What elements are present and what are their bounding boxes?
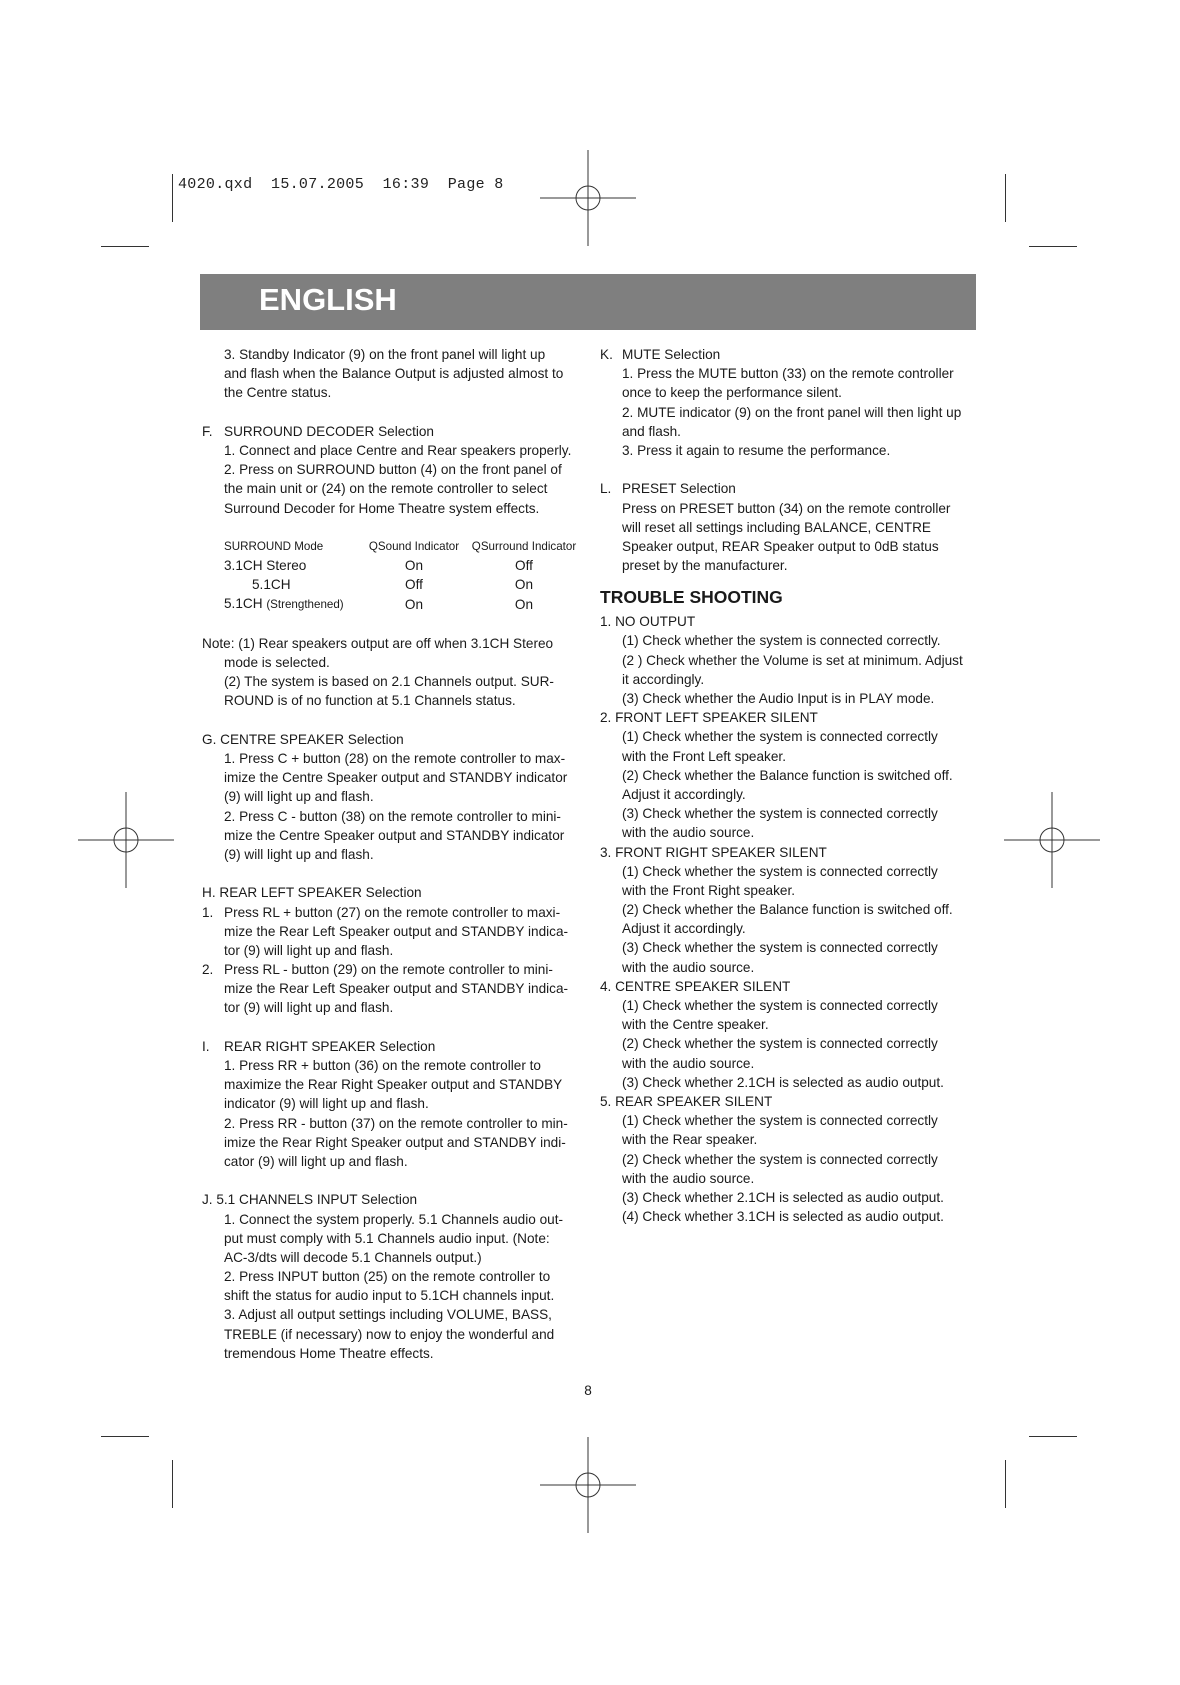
text-line: (3) Check whether the system is connected correctly: [622, 806, 938, 822]
text-line: the Centre status.: [224, 385, 332, 401]
item-title: 4. CENTRE SPEAKER SILENT: [600, 978, 791, 994]
mode-cell: [224, 575, 364, 594]
banner-title: ENGLISH: [259, 282, 397, 317]
text-line: tor (9) will light up and flash.: [224, 1000, 394, 1016]
text-line: AC-3/dts will decode 5.1 Channels output.): [224, 1249, 482, 1265]
crop-mark: [101, 1436, 149, 1437]
text-line: 1. Press the MUTE button (33) on the remote controller: [622, 366, 954, 382]
qsound-cell: Off: [405, 577, 423, 593]
text-line: once to keep the performance silent.: [622, 385, 842, 401]
text-line: with the Centre speaker.: [622, 1017, 769, 1033]
qsound-cell: On: [404, 558, 424, 574]
item-title: 3. FRONT RIGHT SPEAKER SILENT: [600, 844, 827, 860]
text-line: (1) Check whether the system is connected correctly: [622, 998, 938, 1013]
mode-name: 5.1CH: [252, 577, 291, 593]
text-line: imize the Centre Speaker output and STANDBY indicator: [224, 770, 568, 786]
text-line: (2) Check whether the system is connected correctly: [622, 1151, 938, 1167]
crop-mark: [1005, 174, 1006, 222]
text-line: (2) Check whether the system is connected correctly: [622, 1036, 938, 1052]
text-line: put must comply with 5.1 Channels audio input. (Note:: [224, 1230, 550, 1246]
text-line: 2. Press C - button (38) on the remote controller to mini-: [224, 808, 561, 824]
section-rear-right-speaker: [202, 1037, 584, 1171]
text-line: 1. Connect and place Centre and Rear speakers properly.: [224, 442, 572, 458]
item-title: 2. FRONT LEFT SPEAKER SILENT: [600, 710, 818, 726]
text-line: (3) Check whether the system is connected correctly: [622, 940, 938, 956]
text-line: 2. Press INPUT button (25) on the remote controller to: [224, 1269, 551, 1285]
table-row: [224, 556, 584, 575]
text-line: mize the Centre Speaker output and STANDBY indicator: [224, 827, 565, 843]
section-title: H. REAR LEFT SPEAKER Selection: [202, 885, 422, 901]
text-line: 2. Press on SURROUND button (4) on the front panel of: [224, 462, 562, 478]
section-channels-input: [202, 1190, 584, 1363]
text-line: (3) Check whether 2.1CH is selected as audio output.: [622, 1074, 944, 1090]
text-line: (3) Check whether 2.1CH is selected as audio output.: [622, 1189, 944, 1205]
standby-item: [202, 345, 584, 403]
troubleshooting-item: [600, 843, 980, 977]
crop-mark: [1029, 1436, 1077, 1437]
section-title: G. CENTRE SPEAKER Selection: [202, 731, 404, 747]
section-label: F.: [202, 423, 213, 439]
text-line: (1) Check whether the system is connected correctly.: [622, 633, 941, 649]
text-line: shift the status for audio input to 5.1CH channels input.: [224, 1288, 555, 1304]
crop-mark: [1005, 1460, 1006, 1508]
text-line: Adjust it accordingly.: [622, 786, 746, 802]
table-header-row: [224, 537, 584, 556]
item-title: 5. REAR SPEAKER SILENT: [600, 1093, 773, 1109]
text-line: mize the Rear Left Speaker output and STANDBY indica-: [224, 923, 569, 939]
crop-mark: [172, 1460, 173, 1508]
troubleshooting-item: [600, 977, 980, 1092]
text-line: and flash when the Balance Output is adjusted almost to: [224, 366, 564, 382]
text-line: (1) Check whether the system is connected correctly: [622, 729, 938, 745]
crop-mark: [101, 246, 149, 247]
text-line: (9) will light up and flash.: [224, 846, 374, 862]
text-line: with the audio source.: [622, 825, 755, 841]
column-header: QSound Indicator: [368, 539, 460, 553]
text-line: preset by the manufacturer.: [622, 558, 788, 574]
text-line: the main unit or (24) on the remote controller to select: [224, 481, 548, 497]
text-line: (2) Check whether the Balance function is switched off.: [622, 767, 953, 783]
qsurround-cell: On: [514, 596, 534, 612]
qsurround-cell: On: [514, 577, 534, 593]
section-surround-decoder: [202, 422, 584, 518]
text-line: maximize the Rear Right Speaker output and STANDBY: [224, 1077, 563, 1093]
text-line: with the audio source.: [622, 959, 755, 975]
text-line: Adjust it accordingly.: [622, 921, 746, 937]
text-line: imize the Rear Right Speaker output and STANDBY indi-: [224, 1134, 566, 1150]
text-line: (2 ) Check whether the Volume is set at minimum. Adjust: [622, 652, 963, 668]
text-line: with the audio source.: [622, 1170, 755, 1186]
text-line: (1) Check whether the system is connected correctly: [622, 1113, 938, 1129]
item-text: Press RL + button (27) on the remote controller to maxi-: [224, 904, 561, 920]
text-line: 2. Press RR - button (37) on the remote controller to min-: [224, 1115, 568, 1131]
text-line: 1. Connect the system properly. 5.1 Channels audio out-: [224, 1211, 564, 1227]
language-banner: [200, 274, 976, 330]
crop-mark: [1029, 246, 1077, 247]
column-header: QSurround Indicator: [471, 539, 577, 553]
text-line: ROUND is of no function at 5.1 Channels status.: [224, 693, 516, 709]
text-line: (2) Check whether the Balance function is switched off.: [622, 902, 953, 918]
text-line: with the Front Right speaker.: [622, 882, 796, 898]
registration-mark-icon: [540, 1437, 636, 1533]
text-line: TREBLE (if necessary) now to enjoy the wonderful and: [224, 1326, 555, 1342]
note-first-line: Note: (1) Rear speakers output are off when 3.1CH Stereo: [202, 635, 554, 651]
troubleshooting-section: [600, 583, 980, 1226]
mode-name: 3.1CH Stereo: [224, 558, 307, 574]
text-line: with the audio source.: [622, 1055, 755, 1071]
text-line: (3) Check whether the Audio Input is in PLAY mode.: [622, 691, 935, 706]
text-line: mize the Rear Left Speaker output and STANDBY indica-: [224, 981, 569, 997]
list-item: [202, 960, 584, 979]
text-line: tremendous Home Theatre effects.: [224, 1345, 434, 1361]
section-heading: [202, 422, 584, 441]
text-line: 1. Press RR + button (36) on the remote controller to: [224, 1058, 541, 1073]
text-line: 3. Press it again to resume the performance.: [622, 442, 891, 458]
troubleshooting-item: [600, 708, 980, 842]
section-heading: [600, 479, 980, 498]
registration-mark-icon: [78, 792, 174, 888]
text-line: with the Front Left speaker.: [622, 748, 786, 764]
item-number: 2.: [202, 962, 214, 978]
text-line: (9) will light up and flash.: [224, 789, 374, 805]
section-heading: [202, 1037, 584, 1056]
section-label: K.: [600, 347, 613, 362]
text-line: 3. Adjust all output settings including VOLUME, BASS,: [224, 1307, 552, 1323]
list-item: [202, 903, 584, 922]
section-rear-left-speaker: [202, 883, 584, 1017]
text-line: (1) Check whether the system is connected correctly: [622, 863, 938, 879]
text-line: 2. MUTE indicator (9) on the front panel will then light up: [622, 404, 962, 420]
section-title: J. 5.1 CHANNELS INPUT Selection: [202, 1192, 418, 1208]
mode-name: 5.1CH: [224, 596, 263, 612]
qsurround-cell: Off: [515, 558, 533, 574]
mode-cell: [224, 556, 364, 575]
section-title: MUTE Selection: [622, 347, 721, 362]
section-preset: [600, 479, 980, 575]
table-row: [224, 575, 584, 594]
text-line: Surround Decoder for Home Theatre system effects.: [224, 500, 540, 516]
file-slug: 4020.qxd 15.07.2005 16:39 Page 8: [178, 176, 504, 193]
text-line: mode is selected.: [224, 655, 330, 671]
qsound-cell: On: [404, 596, 424, 612]
left-column: [202, 345, 584, 1363]
mode-note: (Strengthened): [266, 598, 344, 612]
column-header: SURROUND Mode: [224, 539, 324, 553]
section-heading: [600, 345, 980, 364]
section-mute: [600, 345, 980, 460]
note-block: [202, 634, 584, 711]
text-line: with the Rear speaker.: [622, 1132, 758, 1148]
surround-mode-table: [224, 537, 584, 615]
text-line: (2) The system is based on 2.1 Channels output. SUR-: [224, 674, 554, 690]
text-line: Press on PRESET button (34) on the remote controller: [622, 500, 951, 516]
text-line: it accordingly.: [622, 671, 705, 687]
registration-mark-icon: [540, 150, 636, 246]
text-line: will reset all settings including BALANCE, CENTRE: [622, 519, 931, 535]
section-title: REAR RIGHT SPEAKER Selection: [224, 1038, 436, 1054]
section-label: I.: [202, 1038, 210, 1054]
item-title: 1. NO OUTPUT: [600, 614, 696, 630]
section-label: L.: [600, 481, 612, 497]
mode-cell: [224, 594, 364, 614]
troubleshooting-item: [600, 612, 980, 708]
text-line: 3. Standby Indicator (9) on the front panel will light up: [224, 347, 546, 362]
text-line: (4) Check whether 3.1CH is selected as audio output.: [622, 1209, 944, 1225]
troubleshooting-item: [600, 1092, 980, 1226]
table-row: [224, 594, 584, 614]
registration-mark-icon: [1004, 792, 1100, 888]
page-number: 8: [584, 1383, 592, 1398]
section-centre-speaker: [202, 730, 584, 864]
text-line: tor (9) will light up and flash.: [224, 942, 394, 958]
right-column: [600, 345, 980, 1226]
item-number: 1.: [202, 904, 214, 920]
item-text: Press RL - button (29) on the remote controller to mini-: [224, 962, 553, 978]
text-line: cator (9) will light up and flash.: [224, 1153, 408, 1169]
section-title: PRESET Selection: [622, 481, 736, 497]
section-title: SURROUND DECODER Selection: [224, 423, 434, 439]
text-line: Speaker output, REAR Speaker output to 0dB status: [622, 538, 939, 554]
text-line: and flash.: [622, 423, 681, 439]
text-line: indicator (9) will light up and flash.: [224, 1096, 429, 1112]
troubleshooting-heading: TROUBLE SHOOTING: [600, 587, 783, 608]
text-line: 1. Press C + button (28) on the remote controller to max-: [224, 751, 566, 766]
crop-mark: [172, 174, 173, 222]
